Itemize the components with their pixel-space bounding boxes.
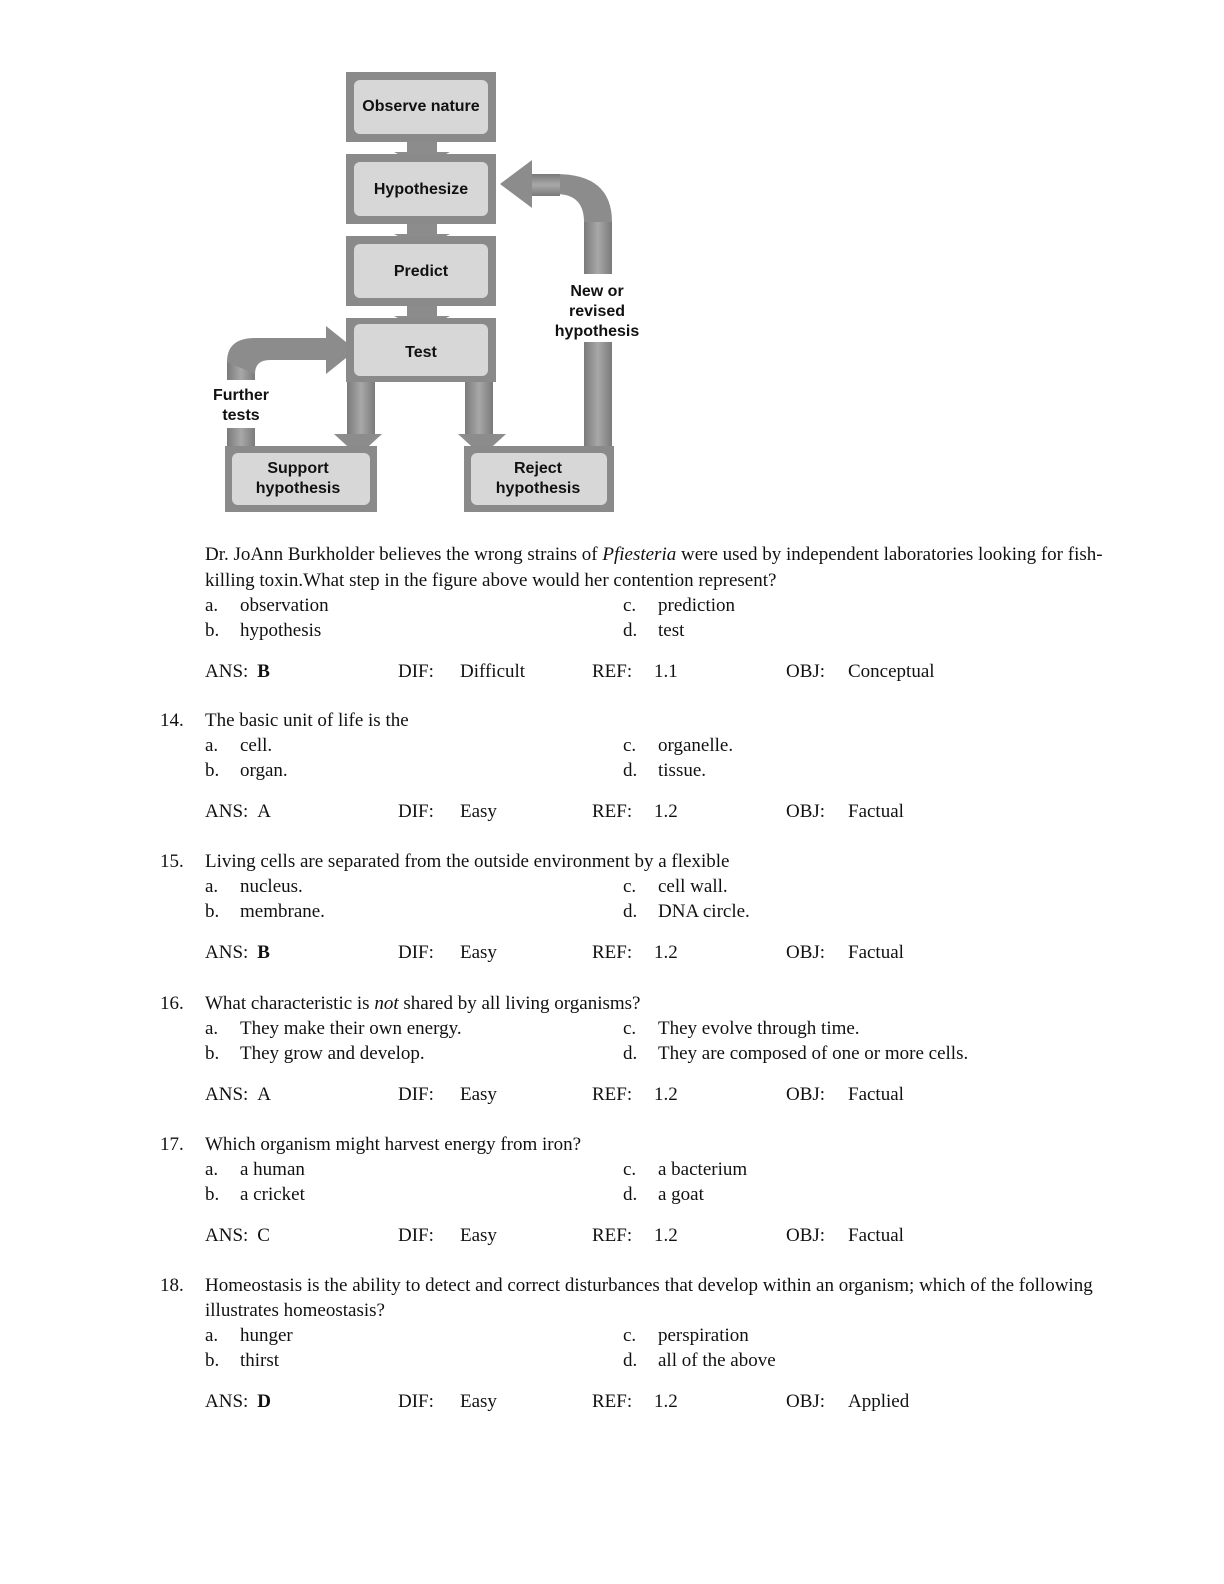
option-a: a. a human: [205, 1159, 305, 1180]
reference: 1.2: [654, 1224, 678, 1246]
box-support-hypothesis: [225, 446, 377, 512]
question-text: The basic unit of life is the: [205, 710, 409, 731]
svg-text:Predict: Predict: [393, 263, 449, 280]
difficulty: Easy: [460, 1390, 497, 1412]
objective: Factual: [848, 941, 904, 963]
objective: Factual: [848, 1083, 904, 1105]
svg-text:hypothesis: hypothesis: [495, 480, 581, 497]
question-block-15: [160, 849, 1125, 965]
answer-metadata: ANS: B DIF: Easy REF: 1.2 OBJ: Factual: [205, 941, 904, 963]
question-text: [205, 542, 1125, 593]
question-block-16: [160, 991, 1125, 1107]
option-a: a. hunger: [205, 1325, 293, 1346]
answer-metadata: ANS: A DIF: Easy REF: 1.2 OBJ: Factual: [205, 1083, 904, 1105]
option-a: a. cell.: [205, 735, 273, 756]
answer-metadata: ANS: D DIF: Easy REF: 1.2 OBJ: Applied: [205, 1390, 910, 1412]
answer-options: [205, 733, 1125, 784]
option-c: c. organelle.: [623, 735, 734, 756]
option-d: d. test: [623, 620, 685, 642]
question-text-pre: Dr. JoAnn Burkholder believes the wrong strains of: [205, 544, 603, 565]
question-block-14: [160, 708, 1125, 824]
reference: 1.2: [654, 1390, 678, 1412]
option-d: d. They are composed of one or more cells.: [623, 1043, 969, 1065]
svg-text:hypothesis: hypothesis: [554, 323, 640, 340]
answer-key: D: [257, 1390, 272, 1412]
option-b: b. hypothesis: [205, 620, 322, 642]
answer-metadata: ANS: C DIF: Easy REF: 1.2 OBJ: Factual: [205, 1224, 904, 1246]
question-text: Which organism might harvest energy from iron?: [205, 1134, 582, 1155]
question-number: 16.: [160, 993, 184, 1014]
option-b: b. membrane.: [205, 901, 325, 923]
option-a: a. observation: [205, 595, 329, 616]
difficulty: Easy: [460, 800, 497, 822]
option-a: a. They make their own energy.: [205, 1018, 462, 1039]
option-d: d. all of the above: [623, 1350, 776, 1372]
answer-key: A: [257, 800, 272, 822]
svg-text:Test: Test: [405, 344, 437, 361]
question-number: 18.: [160, 1275, 184, 1296]
svg-text:Hypothesize: Hypothesize: [373, 181, 469, 198]
svg-text:Support: Support: [267, 460, 329, 477]
option-d: d. a goat: [623, 1184, 704, 1206]
box-test: [346, 318, 496, 382]
option-b: b. organ.: [205, 760, 288, 782]
svg-text:Reject: Reject: [513, 460, 563, 477]
reference: 1.2: [654, 1083, 678, 1105]
option-c: c. They evolve through time.: [623, 1018, 860, 1039]
objective: Factual: [848, 800, 904, 822]
question-text-post: were used by independent laboratories looking for fish-killing toxin.What step in the figure above would her contention represent?: [205, 544, 1103, 591]
branch-arrow-reject: [458, 380, 506, 456]
option-b: b. They grow and develop.: [205, 1043, 425, 1065]
answer-key: C: [257, 1224, 270, 1246]
answer-options: [205, 874, 1125, 925]
svg-text:Observe nature: Observe nature: [362, 98, 480, 115]
question-text: What characteristic is not shared by all living organisms?: [205, 993, 641, 1014]
question-block-18: [160, 1273, 1125, 1414]
objective: Applied: [848, 1390, 910, 1412]
option-c: c. prediction: [623, 595, 736, 616]
answer-key: B: [257, 660, 270, 682]
svg-text:New or: New or: [570, 283, 624, 300]
question-number: 14.: [160, 710, 184, 731]
answer-key: A: [257, 1083, 272, 1105]
question-number: 15.: [160, 851, 184, 872]
option-d: d. DNA circle.: [623, 901, 750, 923]
reference: 1.2: [654, 941, 678, 963]
option-a: a. nucleus.: [205, 876, 303, 897]
svg-text:revised: revised: [568, 303, 626, 320]
box-hypothesize: [346, 154, 496, 224]
answer-key: B: [257, 941, 270, 963]
objective: Conceptual: [848, 660, 935, 682]
answer-options: [205, 1323, 1125, 1374]
question-number: 17.: [160, 1134, 184, 1155]
option-c: c. cell wall.: [623, 876, 728, 897]
answer-metadata: ANS: B DIF: Difficult REF: 1.1 OBJ: Conceptual: [205, 660, 935, 682]
difficulty: Easy: [460, 1083, 497, 1105]
scientific-method-diagram: [200, 62, 660, 522]
svg-text:hypothesis: hypothesis: [255, 480, 341, 497]
box-predict: [346, 236, 496, 306]
box-reject-hypothesis: [464, 446, 614, 512]
option-c: c. a bacterium: [623, 1159, 748, 1180]
organism-name: Pfiesteria: [602, 544, 677, 565]
svg-text:tests: tests: [222, 407, 260, 424]
option-b: b. a cricket: [205, 1184, 305, 1206]
label-new-or-revised-hypothesis: [546, 274, 650, 342]
branch-arrow-support: [334, 380, 382, 456]
reference: 1.1: [654, 660, 678, 682]
svg-text:Further: Further: [213, 387, 269, 404]
difficulty: Easy: [460, 1224, 497, 1246]
reference: 1.2: [654, 800, 678, 822]
question-text: Living cells are separated from the outside environment by a flexible: [205, 851, 730, 872]
answer-options: [205, 593, 1125, 644]
question-block-13: [205, 542, 1125, 684]
option-b: b. thirst: [205, 1350, 280, 1372]
difficulty: Difficult: [460, 660, 526, 682]
answer-options: [205, 1016, 1125, 1067]
difficulty: Easy: [460, 941, 497, 963]
objective: Factual: [848, 1224, 904, 1246]
box-observe-nature: [346, 72, 496, 142]
answer-metadata: ANS: A DIF: Easy REF: 1.2 OBJ: Factual: [205, 800, 904, 822]
question-block-17: [160, 1132, 1125, 1248]
option-d: d. tissue.: [623, 760, 707, 782]
answer-options: [205, 1157, 1125, 1208]
question-text: Homeostasis is the ability to detect and correct disturbances that develop within an organism; which of the following illustrates homeostasis?: [205, 1275, 1093, 1321]
label-further-tests: [204, 380, 280, 428]
option-c: c. perspiration: [623, 1325, 749, 1346]
